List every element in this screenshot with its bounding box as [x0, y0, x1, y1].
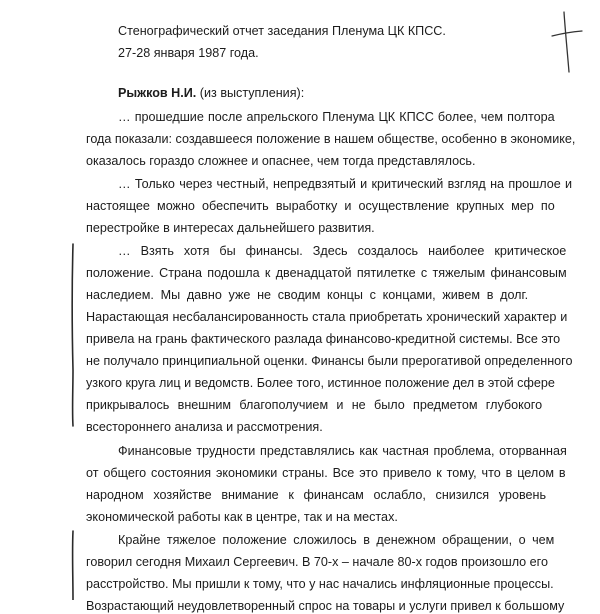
paragraph-line: не получало принципиальной оценки. Финансы были прерогативой определенного: [86, 354, 573, 368]
header-date: 27-28 января 1987 года.: [118, 46, 259, 60]
paragraph-line: настоящее можно обеспечить выработку и осуществление крупных мер по: [86, 199, 555, 213]
speaker-name: Рыжков Н.И.: [118, 86, 197, 100]
paragraph-line: Крайне тяжелое положение сложилось в денежном обращении, о чем: [118, 533, 555, 547]
paragraph-line: наследием. Мы давно уже не сводим концы с концами, живем в долг.: [86, 288, 529, 302]
handwritten-mark-icon: [548, 10, 588, 80]
margin-line-icon: [66, 528, 80, 600]
speaker-note: (из выступления):: [196, 86, 305, 100]
paragraph-line: расстройство. Мы пришли к тому, что у нас начались инфляционные процессы.: [86, 577, 554, 591]
paragraph-line: … Взять хотя бы финансы. Здесь создалось наиболее критическое: [118, 244, 567, 258]
paragraph-line: всестороннего анализа и рассмотрения.: [86, 420, 323, 434]
speaker-line: [118, 85, 304, 101]
paragraph-line: … прошедшие после апрельского Пленума ЦК КПСС более, чем полтора: [118, 110, 555, 124]
paragraph-line: оказалось гораздо сложнее и опаснее, чем тогда представлялось.: [86, 154, 476, 168]
paragraph-line: положение. Страна подошла к двенадцатой пятилетке с тяжелым финансовым: [86, 266, 567, 280]
paragraph-line: народном хозяйстве внимание к финансам ослабло, снизился уровень: [86, 488, 547, 502]
paragraph-line: прикрывалось внешним благополучием и не было предметом глубокого: [86, 398, 543, 412]
paragraph-line: Финансовые трудности представлялись как частная проблема, оторванная: [118, 444, 567, 458]
paragraph-line: экономической работы как в центре, так и на местах.: [86, 510, 398, 524]
paragraph-line: узкого круга лиц и ведомств. Более того, истинное положение дел в этой сфере: [86, 376, 555, 390]
paragraph-line: перестройке в интересах дальнейшего развития.: [86, 221, 375, 235]
paragraph-line: от общего состояния экономики страны. Все это привело к тому, что в целом в: [86, 466, 566, 480]
paragraph-line: Возрастающий неудовлетворенный спрос на товары и услуги привел к большому: [86, 599, 565, 613]
paragraph-line: года показали: создавшееся положение в нашем обществе, особенно в экономике,: [86, 132, 576, 146]
margin-line-icon: [66, 240, 80, 430]
paragraph-line: привела на грань фактического разлада финансово-кредитной системы. Все это: [86, 332, 561, 346]
paragraph-line: говорил сегодня Михаил Сергеевич. В 70-х – начале 80-х годов произошло его: [86, 555, 549, 569]
paragraph-line: Нарастающая несбалансированность стала приобретать хронический характер и: [86, 310, 568, 324]
header-title: Стенографический отчет заседания Пленума ЦК КПСС.: [118, 24, 446, 38]
paragraph-line: … Только через честный, непредвзятый и критический взгляд на прошлое и: [118, 177, 573, 191]
